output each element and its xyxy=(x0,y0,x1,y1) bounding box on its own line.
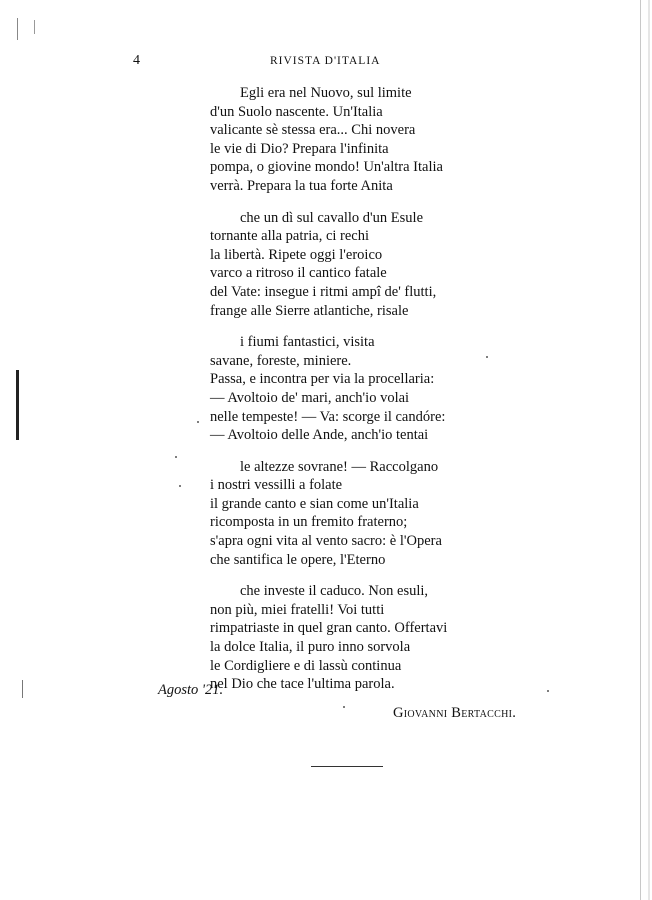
poem-line: la dolce Italia, il puro inno sorvola xyxy=(210,639,411,656)
poem-line: rimpatriaste in quel gran canto. Offertavi xyxy=(210,620,448,637)
poem-line: varco a ritroso il cantico fatale xyxy=(210,265,387,282)
poem-line: Egli era nel Nuovo, sul limite xyxy=(240,85,412,101)
poem-line: ricomposta in un fremito fraterno; xyxy=(210,514,408,531)
scan-mark xyxy=(34,20,35,34)
poem-line: che un dì sul cavallo d'un Esule xyxy=(240,209,424,226)
page-number: 4 xyxy=(133,53,140,68)
scan-speck xyxy=(175,456,177,458)
poem-line: valicante sè stessa era... Chi novera xyxy=(210,122,416,139)
stanza xyxy=(210,333,510,445)
author-signature: Giovanni Bertacchi. xyxy=(393,705,517,721)
scan-speck xyxy=(179,485,181,487)
poem-line: che santifica le opere, l'Eterno xyxy=(210,551,386,568)
scan-edge-shadow xyxy=(648,0,650,900)
scan-edge-line xyxy=(640,0,641,900)
poem-line: non più, miei fratelli! Voi tutti xyxy=(210,601,385,618)
scan-mark xyxy=(17,18,18,40)
poem-line: la libertà. Ripete oggi l'eroico xyxy=(210,246,383,263)
poem-line: tornante alla patria, ci rechi xyxy=(210,228,370,245)
poem-line: le Cordigliere e di lassù continua xyxy=(210,657,402,674)
poem-line: nel Dio che tace l'ultima parola. xyxy=(210,676,395,693)
running-head: RIVISTA D'ITALIA xyxy=(270,55,381,67)
poem-line: le altezze sovrane! — Raccolgano xyxy=(240,458,439,475)
poem-line: Passa, e incontra per via la procellaria: xyxy=(210,371,435,388)
poem-line: pompa, o giovine mondo! Un'altra Italia xyxy=(210,159,443,176)
scan-margin-bar xyxy=(16,370,19,440)
poem-line: s'apra ogni vita al vento sacro: è l'Opera xyxy=(210,533,442,550)
poem-date: Agosto '21. xyxy=(158,682,224,698)
stanza xyxy=(210,458,510,570)
scan-mark xyxy=(22,680,23,698)
poem-line: savane, foreste, miniere. xyxy=(210,352,352,369)
poem-line: frange alle Sierre atlantiche, risale xyxy=(210,302,409,319)
stanza xyxy=(210,582,510,694)
poem-line: i fiumi fantastici, visita xyxy=(240,334,375,351)
stanza xyxy=(210,84,510,196)
closing-rule xyxy=(311,766,383,767)
poem xyxy=(210,84,510,707)
scan-speck xyxy=(547,690,549,692)
poem-line: — Avoltoio de' mari, anch'io volai xyxy=(210,389,410,406)
poem-line: — Avoltoio delle Ande, anch'io tentai xyxy=(210,427,429,444)
poem-line: il grande canto e sian come un'Italia xyxy=(210,495,419,512)
poem-line: nelle tempeste! — Va: scorge il candóre: xyxy=(210,408,446,425)
scan-speck xyxy=(197,421,199,423)
poem-line: d'un Suolo nascente. Un'Italia xyxy=(210,103,383,120)
poem-line: i nostri vessilli a folate xyxy=(210,477,343,494)
poem-line: le vie di Dio? Prepara l'infinita xyxy=(210,140,389,157)
poem-line: che investe il caduco. Non esuli, xyxy=(240,583,429,600)
poem-line: del Vate: insegue i ritmi ampî de' flutti, xyxy=(210,283,437,300)
stanza xyxy=(210,209,510,321)
poem-line: verrà. Prepara la tua forte Anita xyxy=(210,177,393,194)
